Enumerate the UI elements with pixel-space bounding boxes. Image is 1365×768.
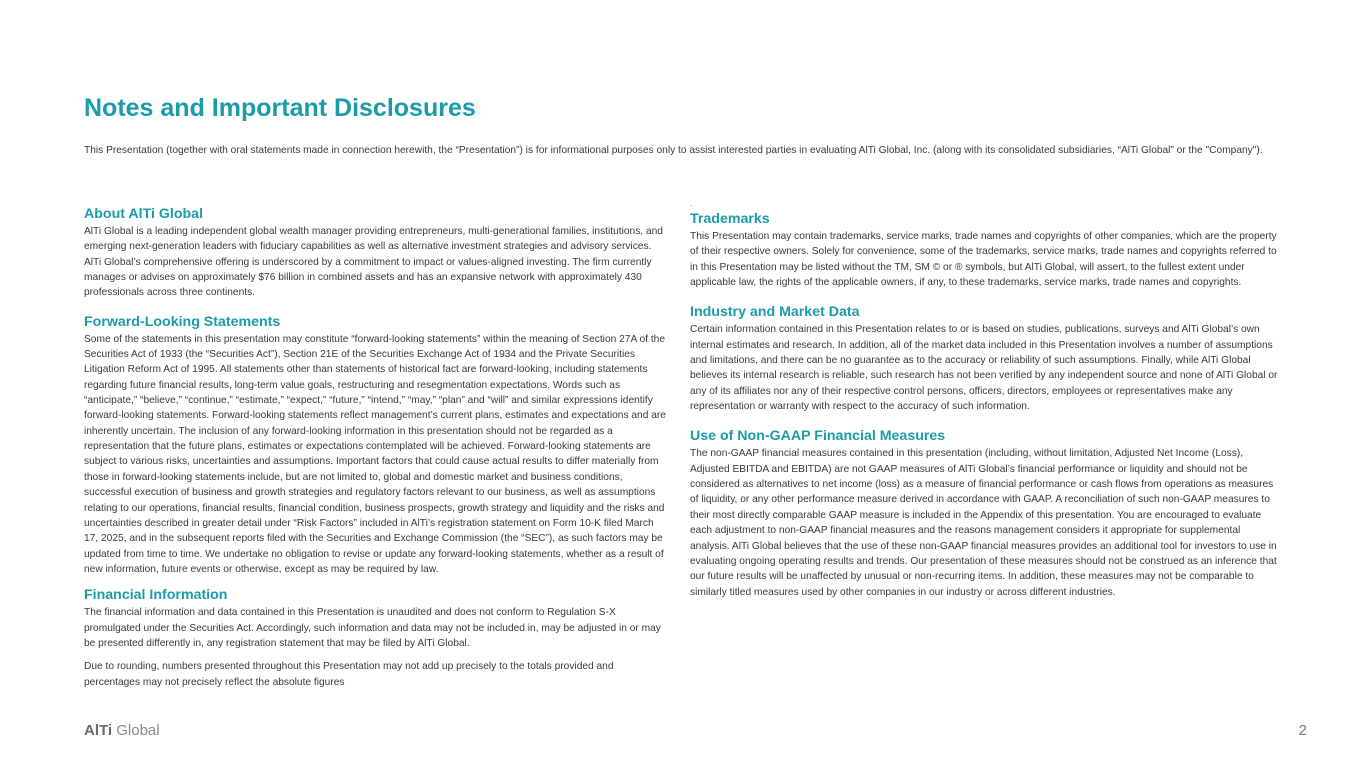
section-body-rounding-note: Due to rounding, numbers presented throughout this Presentation may not add up precisely to the totals provided and percentages may not precisely reflect the absolute figures (84, 661, 614, 688)
section-heading-non-gaap: Use of Non-GAAP Financial Measures (690, 428, 946, 445)
section-heading-financial-information: Financial Information (84, 587, 228, 604)
logo-text-light: Global (112, 722, 160, 739)
intro-paragraph: This Presentation (together with oral statements made in connection herewith, the “Presentation”) is for informational purposes only to assist interested parties in evaluating AlTi Global, Inc. (along with its consolidated subsidiaries, “AlTi Global” or the "Company"). (84, 145, 1263, 156)
section-body-non-gaap: The non-GAAP financial measures contained in this presentation (including, without limitation, Adjusted Net Income (Loss), Adjusted EBITDA and EBITDA) are not GAAP measures of AlTi Global’s financial performance or liquidity and should not be considered as alternatives to net income (loss) as a measure of financial performance or cash flows from operations as measures of liquidity, or any other performance measure derived in accordance with GAAP. A reconciliation of such non-GAAP measures to their most directly comparable GAAP measure is included in the Appendix of this presentation. You are encouraged to evaluate each adjustment to non-GAAP financial measures and the reasons management considers it appropriate for supplemental analysis. AlTi Global believes that the use of these non-GAAP financial measures provides an additional tool for investors to use in evaluating ongoing operating results and trends. Our presentation of these measures should not be construed as an inference that our future results will be unaffected by unusual or non-recurring items. In addition, these measures may not be comparable to similarly titled measures used by other companies in our industry or across different industries. (690, 448, 1277, 598)
section-heading-forward-looking: Forward-Looking Statements (84, 313, 281, 330)
section-body-financial-information: The financial information and data contained in this Presentation is unaudited and does not conform to Regulation S-X promulgated under the Securities Act. Accordingly, such information and data may not be included in, may be adjusted in or may be presented differently in, any registration statement that may be filed by AlTi Global. (84, 607, 661, 649)
stray-period: . (690, 199, 693, 208)
section-about (84, 205, 666, 301)
section-trademarks (690, 210, 1280, 290)
section-body-forward-looking: Some of the statements in this presentation may constitute “forward-looking statements” within the meaning of Section 27A of the Securities Act of 1933 (the “Securities Act”), Section 21E of the Securities Exchange Act of 1934 and the Private Securities Litigation Reform Act of 1995. All statements other than statements of historical fact are forward-looking, including statements regarding future financial results, long-term value goals, restructuring and resegmentation expectations. Words such as “anticipate,” “believe,” “continue,” “estimate,” “expect,” “future,” “intend,” “may,” “plan” and “will” and similar expressions identify forward-looking statements. Forward-looking statements reflect management’s current plans, estimates and expectations and are inherently uncertain. The inclusion of any forward-looking information in this presentation should not be regarded as a representation that the future plans, estimates or expectations contemplated will be achieved. Forward-looking statements are subject to various risks, uncertainties and assumptions. Important factors that could cause actual results to differ materially from those in forward-looking statements include, but are not limited to, global and domestic market and business conditions, successful execution of business and growth strategies and regulatory factors relevant to our business, as well as assumptions relating to our operations, financial results, financial condition, business prospects, growth strategy and liquidity and the risks and uncertainties described in greater detail under “Risk Factors” included in AlTi’s registration statement on Form 10-K filed March 17, 2025, and in the subsequent reports filed with the Securities and Exchange Commission (the “SEC”), as such factors may be updated from time to time. We undertake no obligation to revise or update any forward-looking statements, whether as a result of new information, future events or otherwise, except as may be required by law. (84, 333, 666, 575)
logo-text-bold: AlTi (84, 722, 113, 739)
section-heading-industry-market-data: Industry and Market Data (690, 304, 860, 321)
section-body-trademarks: This Presentation may contain trademarks, service marks, trade names and copyrights of other companies, which are the property of their respective owners. Solely for convenience, some of the trademarks, service marks, trade names and copyrights referred to in this Presentation may be listed without the TM, SM © or ® symbols, but AlTi Global, will assert, to the fullest extent under applicable law, the rights of the applicable owners, if any, to these trademarks, service marks, trade names and copyrights. (690, 231, 1277, 289)
right-column (690, 199, 1280, 613)
page-number: 2 (1298, 722, 1307, 739)
section-body-industry-market-data: Certain information contained in this Presentation relates to or is based on studies, publications, surveys and AlTi Global’s own internal estimates and research. In addition, all of the market data included in this Presentation involves a number of assumptions and limitations, and there can be no guarantee as to the accuracy or reliability of such assumptions. Finally, while AlTi Global believes its internal research is reliable, such research has not been verified by any independent source and none of AlTi Global or any of its affiliates nor any of their respective control persons, officers, directors, employees or representatives make any representation or warranty with respect to the accuracy of such information. (690, 324, 1278, 413)
section-heading-trademarks: Trademarks (690, 211, 770, 227)
company-logo (84, 721, 160, 741)
section-industry-market-data (690, 303, 1280, 414)
page-title: Notes and Important Disclosures (84, 94, 476, 122)
section-financial-information (84, 586, 666, 690)
section-heading-about: About AlTi Global (84, 206, 204, 222)
section-forward-looking (84, 313, 666, 578)
section-non-gaap (690, 427, 1280, 599)
left-column (84, 205, 666, 702)
section-body-about: AlTi Global is a leading independent global wealth manager providing entrepreneurs, multi-generational families, institutions, and emerging next-generation leaders with fiduciary capabilities as well as alternative investment strategies and advisory services. AlTi Global’s comprehensive offering is underscored by a commitment to impact or values-aligned investing. The firm currently manages or advises on approximately $76 billion in combined assets and has an expansive network with approximately 430 professionals across three continents. (84, 226, 663, 299)
